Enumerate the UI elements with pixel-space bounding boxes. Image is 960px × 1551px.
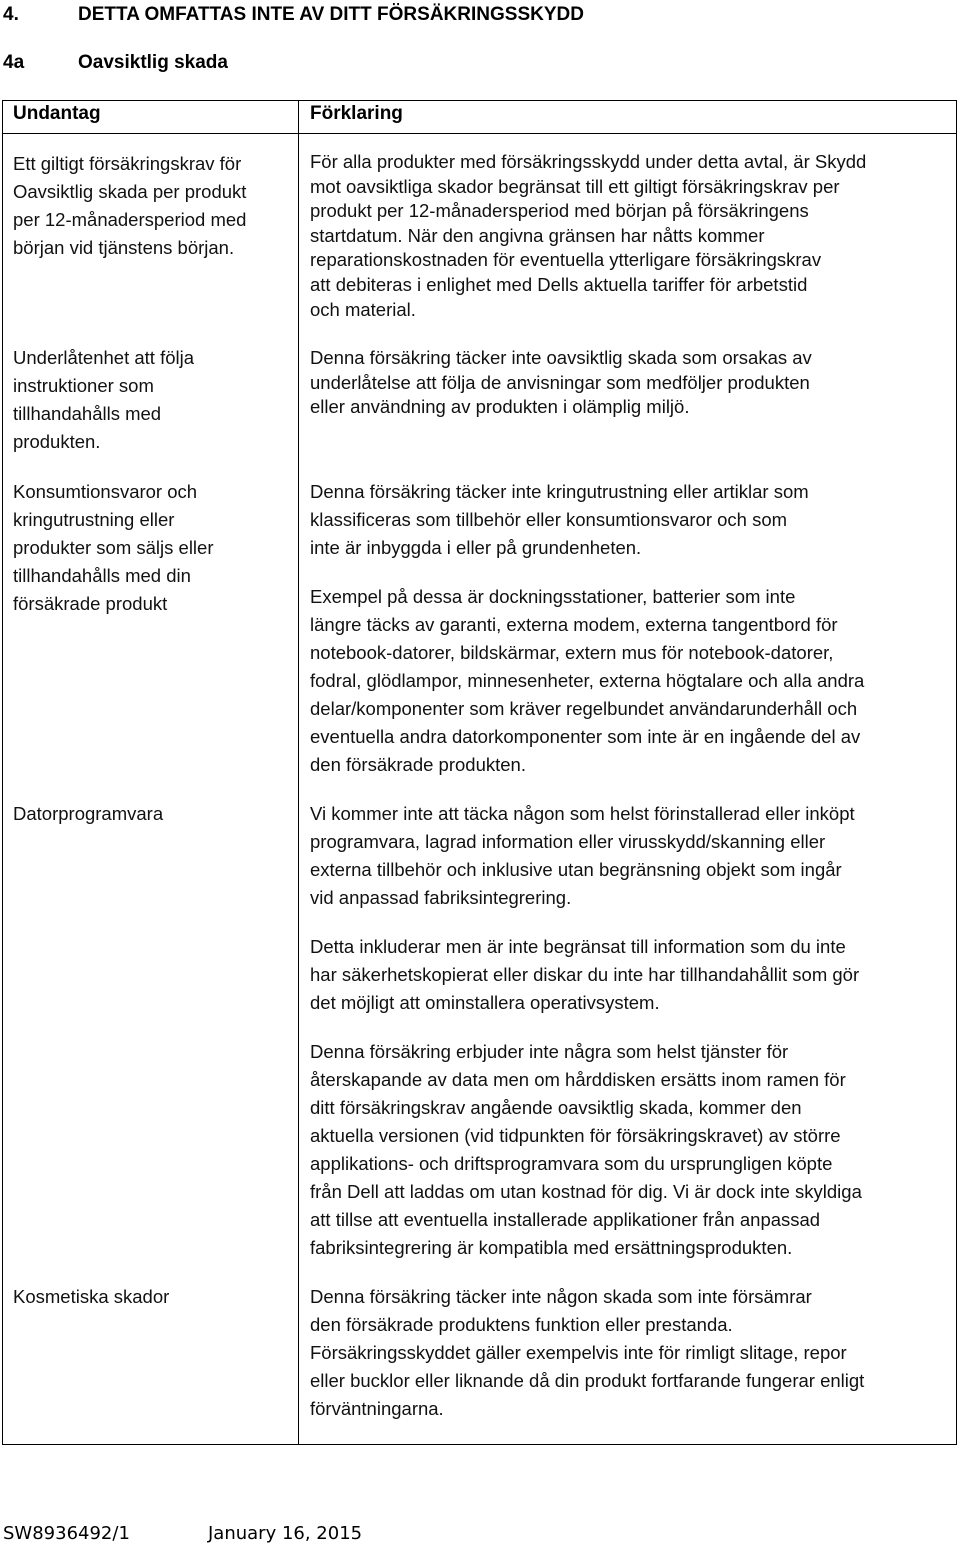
exclusion-instructions: Underlåtenhet att följa instruktioner som tillhandahålls med produkten. bbox=[13, 347, 195, 452]
table-header-divider bbox=[2, 133, 957, 134]
explanation-software-restore: Denna försäkring erbjuder inte några som helst tjänster för återskapande av data men om hårddisken ersätts inom ramen för ditt försäkringskrav angående oavsiktlig skada, kommer den aktuella versionen (vid tidpunkten för försäkringskravet) av större applikations- och driftsprogramvara som du ursprungligen köpte från Dell att laddas om utan kostnad för dig. Vi är dock inte skyldiga att tillse att eventuella installerade applikationer från anpassad fabriksintegrering är kompatibla med ersättningsprodukten. bbox=[310, 1041, 862, 1258]
document-date: January 16, 2015 bbox=[208, 1523, 363, 1544]
table-column-divider bbox=[298, 100, 299, 1445]
section-heading bbox=[3, 3, 903, 27]
explanation-consumables: Denna försäkring täcker inte kringutrustning eller artiklar som klassificeras som tillbehör eller konsumtionsvaror och som inte är inbyggda i eller på grundenheten. bbox=[310, 481, 809, 558]
explanation-software-backup: Detta inkluderar men är inte begränsat till information som du inte har säkerhetskopierat eller diskar du inte har tillhandahållit som gör det möjligt att ominstallera operativsystem. bbox=[310, 936, 860, 1013]
explanation-cosmetic: Denna försäkring täcker inte någon skada som inte försämrar den försäkrade produktens funktion eller prestanda. Försäkringsskyddet gäller exempelvis inte för rimligt slitage, repor eller bucklor eller liknande då din produkt fortfarande fungerar enligt förväntningarna. bbox=[310, 1286, 865, 1419]
page-footer bbox=[3, 1522, 363, 1546]
exclusion-claim-limit: Ett giltigt försäkringskrav för Oavsiktlig skada per produkt per 12-månadersperiod med början vid tjänstens början. bbox=[13, 153, 247, 258]
explanation-software: Vi kommer inte att täcka någon som helst förinstallerad eller inköpt programvara, lagrad information eller virusskydd/skanning eller externa tillbehör och inklusive utan begränsning objekt som ingår vid anpassad fabriksintegrering. bbox=[310, 803, 855, 908]
section-number: 4. bbox=[3, 4, 19, 25]
column-header-exclusion: Undantag bbox=[13, 103, 101, 124]
subsection-number: 4a bbox=[3, 52, 25, 73]
explanation-claim-limit: För alla produkter med försäkringsskydd under detta avtal, är Skydd mot oavsiktliga skador begränsat till ett giltigt försäkringskrav per produkt per 12-månadersperiod med början på försäkringens startdatum. När den angivna gränsen har nåtts kommer reparationskostnaden för eventuella ytterligare försäkringskrav att debiteras i enlighet med Dells aktuella tariffer för arbetstid och material. bbox=[310, 151, 867, 320]
document-id: SW8936492/1 bbox=[3, 1523, 130, 1544]
exclusion-cosmetic: Kosmetiska skador bbox=[13, 1286, 170, 1307]
explanation-consumables-examples: Exempel på dessa är dockningsstationer, batterier som inte längre täcks av garanti, externa modem, externa tangentbord för notebook-datorer, bildskärmar, extern mus för notebook-datorer, fodral, glödlampor, minnesenheter, externa högtalare och alla andra delar/komponenter som kräver regelbundet användarunderhåll och eventuella andra datorkomponenter som inte är en ingående del av den försäkrade produkten. bbox=[310, 586, 865, 775]
exclusion-consumables: Konsumtionsvaror och kringutrustning eller produkter som säljs eller tillhandahålls med din försäkrade produkt bbox=[13, 481, 214, 614]
column-header-explanation: Förklaring bbox=[310, 103, 403, 124]
subsection-heading bbox=[3, 51, 903, 75]
section-title: DETTA OMFATTAS INTE AV DITT FÖRSÄKRINGSSKYDD bbox=[78, 4, 584, 25]
subsection-title: Oavsiktlig skada bbox=[78, 52, 228, 73]
exclusion-software: Datorprogramvara bbox=[13, 803, 164, 824]
explanation-instructions: Denna försäkring täcker inte oavsiktlig skada som orsakas av underlåtelse att följa de anvisningar som medföljer produkten eller användning av produkten i olämplig miljö. bbox=[310, 347, 812, 418]
